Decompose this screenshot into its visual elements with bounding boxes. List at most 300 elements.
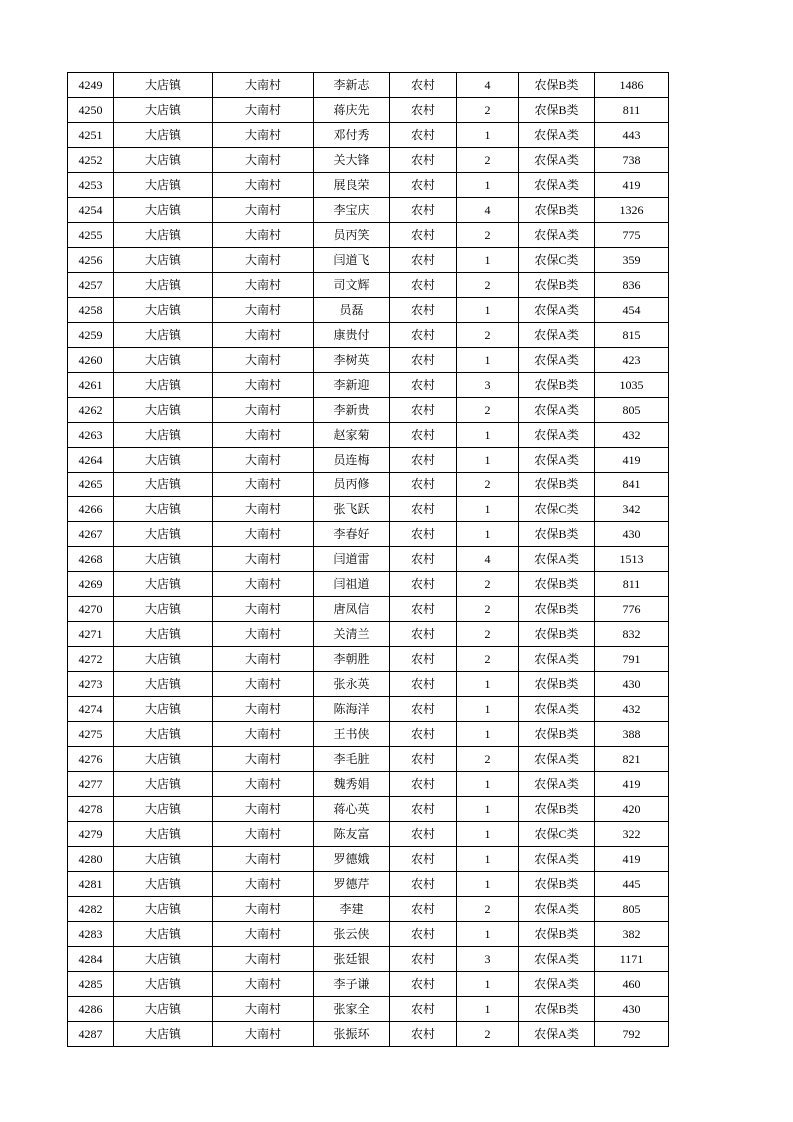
table-row — [68, 597, 669, 622]
village-cell: 大南村 — [213, 547, 314, 572]
amount-cell: 382 — [595, 921, 669, 946]
amount-cell: 775 — [595, 222, 669, 247]
insurance-category-cell: 农保B类 — [519, 672, 595, 697]
amount-cell: 776 — [595, 597, 669, 622]
name-cell: 赵家菊 — [314, 422, 390, 447]
area-type-cell: 农村 — [390, 597, 457, 622]
row-number-cell: 4284 — [68, 946, 114, 971]
area-type-cell: 农村 — [390, 647, 457, 672]
insurance-category-cell: 农保B类 — [519, 722, 595, 747]
insurance-category-cell: 农保A类 — [519, 896, 595, 921]
insurance-category-cell: 农保C类 — [519, 497, 595, 522]
amount-cell: 1035 — [595, 372, 669, 397]
area-type-cell: 农村 — [390, 122, 457, 147]
insurance-category-cell: 农保B类 — [519, 872, 595, 897]
town-cell: 大店镇 — [114, 797, 213, 822]
insurance-category-cell: 农保B类 — [519, 996, 595, 1021]
household-size-cell: 1 — [457, 722, 519, 747]
row-number-cell: 4277 — [68, 772, 114, 797]
amount-cell: 815 — [595, 322, 669, 347]
insurance-category-cell: 农保B类 — [519, 97, 595, 122]
village-cell: 大南村 — [213, 222, 314, 247]
amount-cell: 805 — [595, 896, 669, 921]
village-cell: 大南村 — [213, 772, 314, 797]
village-cell: 大南村 — [213, 447, 314, 472]
name-cell: 李毛脏 — [314, 747, 390, 772]
area-type-cell: 农村 — [390, 547, 457, 572]
amount-cell: 832 — [595, 622, 669, 647]
household-size-cell: 1 — [457, 772, 519, 797]
amount-cell: 1171 — [595, 946, 669, 971]
town-cell: 大店镇 — [114, 522, 213, 547]
row-number-cell: 4282 — [68, 896, 114, 921]
town-cell: 大店镇 — [114, 996, 213, 1021]
row-number-cell: 4255 — [68, 222, 114, 247]
name-cell: 张振环 — [314, 1021, 390, 1046]
village-cell: 大南村 — [213, 497, 314, 522]
amount-cell: 443 — [595, 122, 669, 147]
row-number-cell: 4278 — [68, 797, 114, 822]
table-row — [68, 921, 669, 946]
amount-cell: 430 — [595, 522, 669, 547]
village-cell: 大南村 — [213, 921, 314, 946]
household-size-cell: 2 — [457, 397, 519, 422]
amount-cell: 460 — [595, 971, 669, 996]
table-row — [68, 747, 669, 772]
table-row — [68, 971, 669, 996]
table-row — [68, 347, 669, 372]
amount-cell: 388 — [595, 722, 669, 747]
table-row — [68, 896, 669, 921]
amount-cell: 1486 — [595, 73, 669, 98]
amount-cell: 1513 — [595, 547, 669, 572]
household-size-cell: 1 — [457, 247, 519, 272]
village-cell: 大南村 — [213, 122, 314, 147]
village-cell: 大南村 — [213, 872, 314, 897]
household-size-cell: 2 — [457, 896, 519, 921]
household-size-cell: 1 — [457, 847, 519, 872]
town-cell: 大店镇 — [114, 122, 213, 147]
row-number-cell: 4265 — [68, 472, 114, 497]
table-row — [68, 872, 669, 897]
town-cell: 大店镇 — [114, 747, 213, 772]
amount-cell: 821 — [595, 747, 669, 772]
table-row — [68, 647, 669, 672]
household-size-cell: 2 — [457, 147, 519, 172]
name-cell: 闫道雷 — [314, 547, 390, 572]
town-cell: 大店镇 — [114, 971, 213, 996]
household-size-cell: 2 — [457, 97, 519, 122]
village-cell: 大南村 — [213, 597, 314, 622]
amount-cell: 445 — [595, 872, 669, 897]
table-row — [68, 547, 669, 572]
table-row — [68, 946, 669, 971]
town-cell: 大店镇 — [114, 622, 213, 647]
village-cell: 大南村 — [213, 1021, 314, 1046]
area-type-cell: 农村 — [390, 747, 457, 772]
name-cell: 李新贵 — [314, 397, 390, 422]
town-cell: 大店镇 — [114, 672, 213, 697]
name-cell: 康贵付 — [314, 322, 390, 347]
household-size-cell: 4 — [457, 197, 519, 222]
town-cell: 大店镇 — [114, 872, 213, 897]
row-number-cell: 4264 — [68, 447, 114, 472]
area-type-cell: 农村 — [390, 73, 457, 98]
table-row — [68, 772, 669, 797]
name-cell: 李新志 — [314, 73, 390, 98]
village-cell: 大南村 — [213, 422, 314, 447]
row-number-cell: 4259 — [68, 322, 114, 347]
row-number-cell: 4262 — [68, 397, 114, 422]
village-cell: 大南村 — [213, 172, 314, 197]
area-type-cell: 农村 — [390, 222, 457, 247]
amount-cell: 322 — [595, 822, 669, 847]
table-row — [68, 422, 669, 447]
insurance-category-cell: 农保A类 — [519, 946, 595, 971]
household-size-cell: 1 — [457, 347, 519, 372]
insurance-category-cell: 农保A类 — [519, 447, 595, 472]
name-cell: 张廷银 — [314, 946, 390, 971]
amount-cell: 359 — [595, 247, 669, 272]
amount-cell: 432 — [595, 697, 669, 722]
row-number-cell: 4254 — [68, 197, 114, 222]
insurance-category-cell: 农保B类 — [519, 197, 595, 222]
household-size-cell: 1 — [457, 822, 519, 847]
village-cell: 大南村 — [213, 797, 314, 822]
insurance-category-cell: 农保A类 — [519, 647, 595, 672]
area-type-cell: 农村 — [390, 197, 457, 222]
village-cell: 大南村 — [213, 322, 314, 347]
amount-cell: 419 — [595, 172, 669, 197]
area-type-cell: 农村 — [390, 697, 457, 722]
area-type-cell: 农村 — [390, 522, 457, 547]
row-number-cell: 4275 — [68, 722, 114, 747]
name-cell: 张云侠 — [314, 921, 390, 946]
name-cell: 邓付秀 — [314, 122, 390, 147]
row-number-cell: 4267 — [68, 522, 114, 547]
table-row — [68, 1021, 669, 1046]
town-cell: 大店镇 — [114, 921, 213, 946]
name-cell: 展良荣 — [314, 172, 390, 197]
insurance-category-cell: 农保A类 — [519, 322, 595, 347]
table-row — [68, 497, 669, 522]
amount-cell: 430 — [595, 672, 669, 697]
name-cell: 蒋庆先 — [314, 97, 390, 122]
row-number-cell: 4272 — [68, 647, 114, 672]
area-type-cell: 农村 — [390, 822, 457, 847]
insurance-category-cell: 农保B类 — [519, 472, 595, 497]
amount-cell: 791 — [595, 647, 669, 672]
household-size-cell: 1 — [457, 996, 519, 1021]
name-cell: 李建 — [314, 896, 390, 921]
name-cell: 李子谦 — [314, 971, 390, 996]
row-number-cell: 4266 — [68, 497, 114, 522]
area-type-cell: 农村 — [390, 297, 457, 322]
area-type-cell: 农村 — [390, 996, 457, 1021]
amount-cell: 419 — [595, 772, 669, 797]
household-size-cell: 1 — [457, 422, 519, 447]
area-type-cell: 农村 — [390, 172, 457, 197]
village-cell: 大南村 — [213, 197, 314, 222]
insurance-category-cell: 农保A类 — [519, 772, 595, 797]
household-size-cell: 2 — [457, 1021, 519, 1046]
town-cell: 大店镇 — [114, 547, 213, 572]
row-number-cell: 4280 — [68, 847, 114, 872]
name-cell: 员磊 — [314, 297, 390, 322]
table-row — [68, 722, 669, 747]
area-type-cell: 农村 — [390, 896, 457, 921]
insurance-category-cell: 农保A类 — [519, 147, 595, 172]
household-size-cell: 1 — [457, 172, 519, 197]
name-cell: 李朝胜 — [314, 647, 390, 672]
amount-cell: 454 — [595, 297, 669, 322]
town-cell: 大店镇 — [114, 197, 213, 222]
insurance-category-cell: 农保A类 — [519, 971, 595, 996]
amount-cell: 811 — [595, 97, 669, 122]
amount-cell: 430 — [595, 996, 669, 1021]
table-row — [68, 297, 669, 322]
table-row — [68, 522, 669, 547]
amount-cell: 420 — [595, 797, 669, 822]
row-number-cell: 4287 — [68, 1021, 114, 1046]
name-cell: 李树英 — [314, 347, 390, 372]
village-cell: 大南村 — [213, 372, 314, 397]
household-size-cell: 1 — [457, 447, 519, 472]
village-cell: 大南村 — [213, 672, 314, 697]
name-cell: 李宝庆 — [314, 197, 390, 222]
insurance-category-cell: 农保A类 — [519, 347, 595, 372]
row-number-cell: 4258 — [68, 297, 114, 322]
name-cell: 陈友富 — [314, 822, 390, 847]
household-size-cell: 2 — [457, 472, 519, 497]
town-cell: 大店镇 — [114, 97, 213, 122]
insurance-category-cell: 农保A类 — [519, 747, 595, 772]
town-cell: 大店镇 — [114, 422, 213, 447]
row-number-cell: 4279 — [68, 822, 114, 847]
town-cell: 大店镇 — [114, 172, 213, 197]
village-cell: 大南村 — [213, 822, 314, 847]
row-number-cell: 4269 — [68, 572, 114, 597]
insurance-category-cell: 农保A类 — [519, 697, 595, 722]
household-size-cell: 2 — [457, 572, 519, 597]
name-cell: 闫祖道 — [314, 572, 390, 597]
area-type-cell: 农村 — [390, 672, 457, 697]
table-row — [68, 247, 669, 272]
town-cell: 大店镇 — [114, 147, 213, 172]
insurance-category-cell: 农保A类 — [519, 222, 595, 247]
insurance-category-cell: 农保B类 — [519, 797, 595, 822]
household-size-cell: 3 — [457, 372, 519, 397]
household-size-cell: 1 — [457, 921, 519, 946]
area-type-cell: 农村 — [390, 447, 457, 472]
name-cell: 司文辉 — [314, 272, 390, 297]
insurance-category-cell: 农保C类 — [519, 822, 595, 847]
town-cell: 大店镇 — [114, 946, 213, 971]
town-cell: 大店镇 — [114, 572, 213, 597]
row-number-cell: 4274 — [68, 697, 114, 722]
village-cell: 大南村 — [213, 247, 314, 272]
amount-cell: 792 — [595, 1021, 669, 1046]
household-size-cell: 1 — [457, 297, 519, 322]
town-cell: 大店镇 — [114, 597, 213, 622]
insurance-category-cell: 农保A类 — [519, 547, 595, 572]
town-cell: 大店镇 — [114, 297, 213, 322]
amount-cell: 423 — [595, 347, 669, 372]
area-type-cell: 农村 — [390, 147, 457, 172]
table-row — [68, 272, 669, 297]
town-cell: 大店镇 — [114, 497, 213, 522]
row-number-cell: 4270 — [68, 597, 114, 622]
insurance-category-cell: 农保B类 — [519, 622, 595, 647]
table-row — [68, 172, 669, 197]
name-cell: 张飞跃 — [314, 497, 390, 522]
area-type-cell: 农村 — [390, 971, 457, 996]
village-cell: 大南村 — [213, 73, 314, 98]
town-cell: 大店镇 — [114, 372, 213, 397]
area-type-cell: 农村 — [390, 946, 457, 971]
table-row — [68, 147, 669, 172]
village-cell: 大南村 — [213, 397, 314, 422]
household-size-cell: 2 — [457, 322, 519, 347]
name-cell: 闫道飞 — [314, 247, 390, 272]
area-type-cell: 农村 — [390, 572, 457, 597]
insurance-category-cell: 农保B类 — [519, 921, 595, 946]
household-size-cell: 1 — [457, 497, 519, 522]
household-size-cell: 2 — [457, 597, 519, 622]
table-row — [68, 222, 669, 247]
insurance-category-cell: 农保C类 — [519, 247, 595, 272]
area-type-cell: 农村 — [390, 472, 457, 497]
amount-cell: 419 — [595, 447, 669, 472]
table-row — [68, 622, 669, 647]
town-cell: 大店镇 — [114, 1021, 213, 1046]
town-cell: 大店镇 — [114, 247, 213, 272]
area-type-cell: 农村 — [390, 622, 457, 647]
household-size-cell: 3 — [457, 946, 519, 971]
row-number-cell: 4273 — [68, 672, 114, 697]
area-type-cell: 农村 — [390, 397, 457, 422]
amount-cell: 841 — [595, 472, 669, 497]
area-type-cell: 农村 — [390, 847, 457, 872]
town-cell: 大店镇 — [114, 647, 213, 672]
household-size-cell: 1 — [457, 697, 519, 722]
household-size-cell: 2 — [457, 747, 519, 772]
table-body — [68, 73, 669, 1047]
row-number-cell: 4268 — [68, 547, 114, 572]
area-type-cell: 农村 — [390, 97, 457, 122]
row-number-cell: 4252 — [68, 147, 114, 172]
village-cell: 大南村 — [213, 946, 314, 971]
village-cell: 大南村 — [213, 272, 314, 297]
amount-cell: 419 — [595, 847, 669, 872]
name-cell: 李新迎 — [314, 372, 390, 397]
household-size-cell: 2 — [457, 272, 519, 297]
household-size-cell: 1 — [457, 872, 519, 897]
area-type-cell: 农村 — [390, 921, 457, 946]
area-type-cell: 农村 — [390, 797, 457, 822]
insurance-category-cell: 农保A类 — [519, 297, 595, 322]
table-row — [68, 847, 669, 872]
town-cell: 大店镇 — [114, 73, 213, 98]
town-cell: 大店镇 — [114, 447, 213, 472]
amount-cell: 811 — [595, 572, 669, 597]
row-number-cell: 4286 — [68, 996, 114, 1021]
table-row — [68, 697, 669, 722]
amount-cell: 432 — [595, 422, 669, 447]
village-cell: 大南村 — [213, 996, 314, 1021]
name-cell: 张家全 — [314, 996, 390, 1021]
area-type-cell: 农村 — [390, 247, 457, 272]
insurance-category-cell: 农保A类 — [519, 397, 595, 422]
area-type-cell: 农村 — [390, 1021, 457, 1046]
name-cell: 罗德芹 — [314, 872, 390, 897]
area-type-cell: 农村 — [390, 322, 457, 347]
name-cell: 关大锋 — [314, 147, 390, 172]
household-size-cell: 1 — [457, 122, 519, 147]
town-cell: 大店镇 — [114, 222, 213, 247]
name-cell: 陈海洋 — [314, 697, 390, 722]
row-number-cell: 4253 — [68, 172, 114, 197]
table-row — [68, 122, 669, 147]
row-number-cell: 4285 — [68, 971, 114, 996]
village-cell: 大南村 — [213, 472, 314, 497]
amount-cell: 836 — [595, 272, 669, 297]
village-cell: 大南村 — [213, 847, 314, 872]
name-cell: 王书侠 — [314, 722, 390, 747]
name-cell: 员丙笑 — [314, 222, 390, 247]
area-type-cell: 农村 — [390, 422, 457, 447]
insurance-category-cell: 农保A类 — [519, 172, 595, 197]
insurance-category-cell: 农保A类 — [519, 847, 595, 872]
town-cell: 大店镇 — [114, 322, 213, 347]
row-number-cell: 4281 — [68, 872, 114, 897]
insurance-category-cell: 农保B类 — [519, 522, 595, 547]
household-size-cell: 1 — [457, 522, 519, 547]
area-type-cell: 农村 — [390, 347, 457, 372]
amount-cell: 738 — [595, 147, 669, 172]
row-number-cell: 4256 — [68, 247, 114, 272]
row-number-cell: 4260 — [68, 347, 114, 372]
name-cell: 员连梅 — [314, 447, 390, 472]
row-number-cell: 4276 — [68, 747, 114, 772]
insurance-category-cell: 农保B类 — [519, 73, 595, 98]
area-type-cell: 农村 — [390, 272, 457, 297]
household-size-cell: 1 — [457, 797, 519, 822]
household-size-cell: 2 — [457, 647, 519, 672]
name-cell: 罗德娥 — [314, 847, 390, 872]
village-cell: 大南村 — [213, 896, 314, 921]
table-row — [68, 447, 669, 472]
amount-cell: 805 — [595, 397, 669, 422]
village-cell: 大南村 — [213, 147, 314, 172]
village-cell: 大南村 — [213, 747, 314, 772]
table-row — [68, 797, 669, 822]
table-row — [68, 397, 669, 422]
row-number-cell: 4251 — [68, 122, 114, 147]
name-cell: 员丙修 — [314, 472, 390, 497]
table-row — [68, 322, 669, 347]
table-row — [68, 822, 669, 847]
village-cell: 大南村 — [213, 971, 314, 996]
row-number-cell: 4283 — [68, 921, 114, 946]
village-cell: 大南村 — [213, 622, 314, 647]
household-size-cell: 4 — [457, 547, 519, 572]
household-size-cell: 1 — [457, 672, 519, 697]
row-number-cell: 4249 — [68, 73, 114, 98]
row-number-cell: 4263 — [68, 422, 114, 447]
town-cell: 大店镇 — [114, 847, 213, 872]
table-row — [68, 672, 669, 697]
